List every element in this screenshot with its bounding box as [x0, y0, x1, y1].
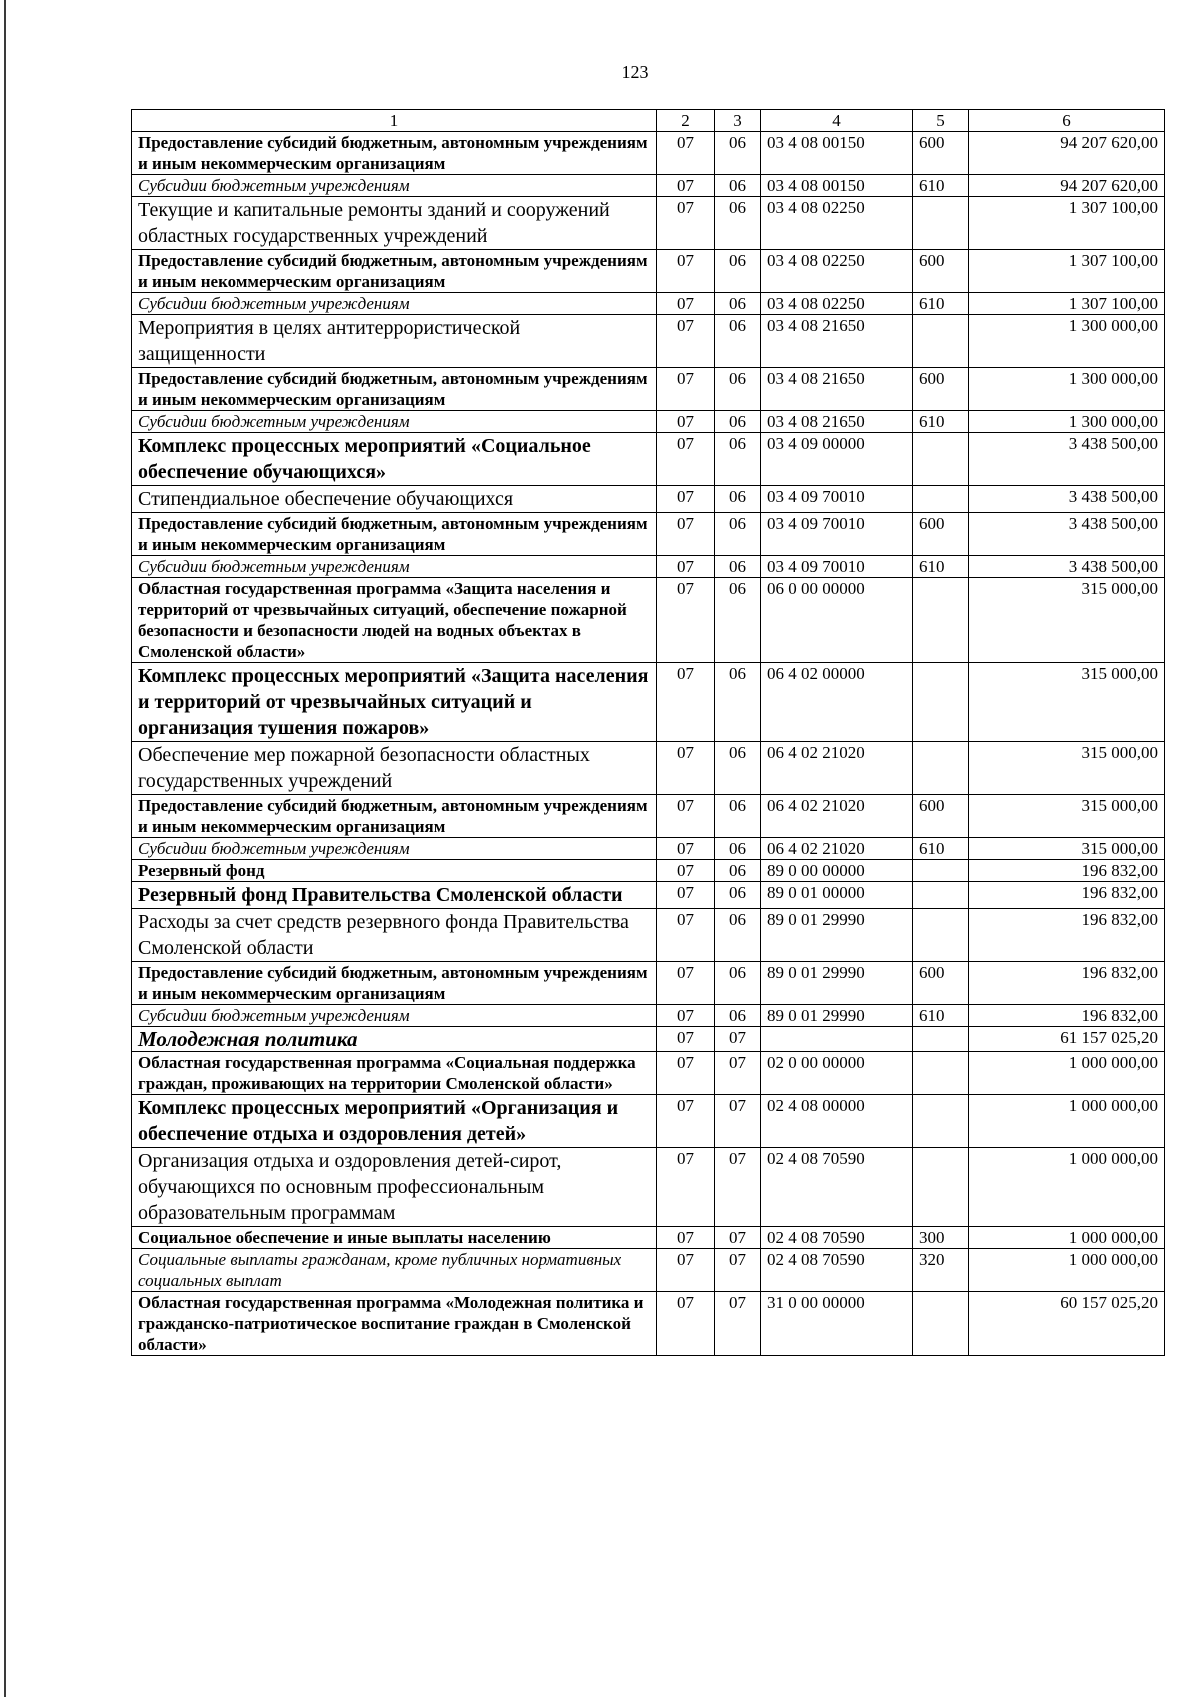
cell-expense-type: 600 [913, 513, 969, 556]
table-row [132, 742, 1165, 795]
cell-target-article: 89 0 01 29990 [761, 962, 913, 1005]
table-row [132, 860, 1165, 882]
cell-section-code: 07 [657, 1227, 715, 1249]
cell-amount: 196 832,00 [969, 962, 1165, 1005]
cell-subsection-code: 07 [715, 1148, 761, 1227]
cell-subsection-code: 06 [715, 315, 761, 368]
cell-name: Субсидии бюджетным учреждениям [132, 411, 657, 433]
cell-name: Субсидии бюджетным учреждениям [132, 838, 657, 860]
cell-name: Молодежная политика [132, 1027, 657, 1052]
table-row [132, 556, 1165, 578]
cell-section-code: 07 [657, 315, 715, 368]
cell-name: Текущие и капитальные ремонты зданий и сооружений областных государственных учреждений [132, 197, 657, 250]
table-row [132, 315, 1165, 368]
table-row [132, 795, 1165, 838]
cell-section-code: 07 [657, 962, 715, 1005]
cell-section-code: 07 [657, 250, 715, 293]
cell-target-article: 03 4 08 02250 [761, 250, 913, 293]
table-row [132, 1027, 1165, 1052]
cell-expense-type [913, 1095, 969, 1148]
cell-subsection-code: 06 [715, 368, 761, 411]
cell-subsection-code: 06 [715, 132, 761, 175]
cell-expense-type [913, 882, 969, 909]
cell-expense-type: 600 [913, 132, 969, 175]
cell-subsection-code: 06 [715, 578, 761, 663]
table-row [132, 578, 1165, 663]
cell-subsection-code: 07 [715, 1027, 761, 1052]
cell-target-article: 89 0 01 29990 [761, 909, 913, 962]
cell-amount: 1 000 000,00 [969, 1249, 1165, 1292]
cell-target-article: 02 4 08 70590 [761, 1249, 913, 1292]
cell-amount: 315 000,00 [969, 578, 1165, 663]
cell-expense-type: 610 [913, 293, 969, 315]
cell-expense-type: 600 [913, 795, 969, 838]
cell-section-code: 07 [657, 578, 715, 663]
cell-expense-type [913, 742, 969, 795]
cell-expense-type: 610 [913, 1005, 969, 1027]
cell-subsection-code: 06 [715, 486, 761, 513]
cell-name: Резервный фонд [132, 860, 657, 882]
col-header-6: 6 [969, 110, 1165, 132]
cell-name: Предоставление субсидий бюджетным, автономным учреждениям и иным некоммерческим организациям [132, 368, 657, 411]
table-row [132, 909, 1165, 962]
table-row [132, 1148, 1165, 1227]
table-row [132, 1292, 1165, 1356]
cell-name: Предоставление субсидий бюджетным, автономным учреждениям и иным некоммерческим организациям [132, 250, 657, 293]
cell-name: Субсидии бюджетным учреждениям [132, 556, 657, 578]
cell-target-article: 03 4 08 02250 [761, 197, 913, 250]
table-row [132, 433, 1165, 486]
cell-name: Предоставление субсидий бюджетным, автономным учреждениям и иным некоммерческим организациям [132, 132, 657, 175]
table-row [132, 663, 1165, 742]
cell-section-code: 07 [657, 411, 715, 433]
budget-table-body [132, 110, 1165, 1356]
cell-target-article: 03 4 09 70010 [761, 513, 913, 556]
cell-subsection-code: 06 [715, 293, 761, 315]
table-row [132, 132, 1165, 175]
cell-expense-type [913, 909, 969, 962]
cell-target-article: 03 4 08 00150 [761, 175, 913, 197]
table-row [132, 962, 1165, 1005]
cell-subsection-code: 07 [715, 1095, 761, 1148]
col-header-4: 4 [761, 110, 913, 132]
cell-target-article: 03 4 08 21650 [761, 315, 913, 368]
cell-name: Социальное обеспечение и иные выплаты населению [132, 1227, 657, 1249]
cell-subsection-code: 06 [715, 433, 761, 486]
cell-name: Предоставление субсидий бюджетным, автономным учреждениям и иным некоммерческим организациям [132, 962, 657, 1005]
table-row [132, 1249, 1165, 1292]
cell-expense-type [913, 315, 969, 368]
cell-section-code: 07 [657, 513, 715, 556]
cell-amount: 1 300 000,00 [969, 315, 1165, 368]
cell-section-code: 07 [657, 197, 715, 250]
budget-table [131, 109, 1165, 1356]
table-row [132, 411, 1165, 433]
table-row [132, 486, 1165, 513]
cell-name: Предоставление субсидий бюджетным, автономным учреждениям и иным некоммерческим организациям [132, 795, 657, 838]
cell-section-code: 07 [657, 742, 715, 795]
cell-amount: 1 000 000,00 [969, 1148, 1165, 1227]
cell-section-code: 07 [657, 1148, 715, 1227]
table-row [132, 1052, 1165, 1095]
cell-subsection-code: 06 [715, 860, 761, 882]
cell-amount: 196 832,00 [969, 909, 1165, 962]
col-header-3: 3 [715, 110, 761, 132]
table-row [132, 1005, 1165, 1027]
table-row [132, 838, 1165, 860]
cell-target-article: 06 4 02 21020 [761, 838, 913, 860]
cell-subsection-code: 06 [715, 962, 761, 1005]
cell-subsection-code: 07 [715, 1292, 761, 1356]
cell-target-article [761, 1027, 913, 1052]
cell-subsection-code: 07 [715, 1249, 761, 1292]
cell-name: Стипендиальное обеспечение обучающихся [132, 486, 657, 513]
cell-section-code: 07 [657, 175, 715, 197]
cell-name: Резервный фонд Правительства Смоленской области [132, 882, 657, 909]
cell-target-article: 06 0 00 00000 [761, 578, 913, 663]
cell-name: Обеспечение мер пожарной безопасности областных государственных учреждений [132, 742, 657, 795]
cell-amount: 3 438 500,00 [969, 486, 1165, 513]
cell-amount: 196 832,00 [969, 1005, 1165, 1027]
cell-amount: 1 300 000,00 [969, 368, 1165, 411]
cell-target-article: 02 4 08 00000 [761, 1095, 913, 1148]
cell-section-code: 07 [657, 433, 715, 486]
cell-target-article: 02 0 00 00000 [761, 1052, 913, 1095]
cell-expense-type: 320 [913, 1249, 969, 1292]
cell-amount: 315 000,00 [969, 663, 1165, 742]
table-row [132, 1095, 1165, 1148]
cell-name: Расходы за счет средств резервного фонда Правительства Смоленской области [132, 909, 657, 962]
cell-section-code: 07 [657, 838, 715, 860]
cell-section-code: 07 [657, 663, 715, 742]
cell-subsection-code: 06 [715, 250, 761, 293]
cell-section-code: 07 [657, 132, 715, 175]
cell-section-code: 07 [657, 1249, 715, 1292]
cell-amount: 1 300 000,00 [969, 411, 1165, 433]
cell-expense-type [913, 486, 969, 513]
cell-name: Социальные выплаты гражданам, кроме публичных нормативных социальных выплат [132, 1249, 657, 1292]
cell-amount: 196 832,00 [969, 860, 1165, 882]
cell-expense-type: 610 [913, 175, 969, 197]
cell-amount: 94 207 620,00 [969, 175, 1165, 197]
table-row [132, 197, 1165, 250]
cell-name: Мероприятия в целях антитеррористической защищенности [132, 315, 657, 368]
cell-target-article: 02 4 08 70590 [761, 1227, 913, 1249]
cell-expense-type [913, 1292, 969, 1356]
cell-expense-type [913, 1027, 969, 1052]
cell-target-article: 03 4 08 21650 [761, 368, 913, 411]
table-row [132, 250, 1165, 293]
cell-expense-type: 610 [913, 838, 969, 860]
cell-subsection-code: 06 [715, 742, 761, 795]
cell-expense-type: 600 [913, 250, 969, 293]
cell-amount: 3 438 500,00 [969, 513, 1165, 556]
cell-target-article: 03 4 09 00000 [761, 433, 913, 486]
table-row [132, 293, 1165, 315]
cell-subsection-code: 06 [715, 882, 761, 909]
cell-target-article: 03 4 08 02250 [761, 293, 913, 315]
cell-subsection-code: 07 [715, 1227, 761, 1249]
cell-subsection-code: 06 [715, 411, 761, 433]
cell-expense-type: 610 [913, 411, 969, 433]
cell-amount: 1 000 000,00 [969, 1095, 1165, 1148]
cell-subsection-code: 06 [715, 556, 761, 578]
cell-name: Комплекс процессных мероприятий «Организация и обеспечение отдыха и оздоровления детей» [132, 1095, 657, 1148]
cell-target-article: 89 0 00 00000 [761, 860, 913, 882]
cell-amount: 315 000,00 [969, 795, 1165, 838]
cell-name: Комплекс процессных мероприятий «Социальное обеспечение обучающихся» [132, 433, 657, 486]
cell-target-article: 06 4 02 21020 [761, 795, 913, 838]
table-row [132, 368, 1165, 411]
cell-section-code: 07 [657, 1027, 715, 1052]
cell-subsection-code: 07 [715, 1052, 761, 1095]
cell-target-article: 06 4 02 21020 [761, 742, 913, 795]
cell-name: Областная государственная программа «Защита населения и территорий от чрезвычайных ситуаций, обеспечение пожарной безопасности и безопасности людей на водных объектах в Смоленской области» [132, 578, 657, 663]
cell-subsection-code: 06 [715, 795, 761, 838]
table-row [132, 882, 1165, 909]
cell-expense-type: 300 [913, 1227, 969, 1249]
cell-amount: 315 000,00 [969, 742, 1165, 795]
cell-target-article: 06 4 02 00000 [761, 663, 913, 742]
cell-name: Комплекс процессных мероприятий «Защита населения и территорий от чрезвычайных ситуаций и организация тушения пожаров» [132, 663, 657, 742]
cell-name: Субсидии бюджетным учреждениям [132, 175, 657, 197]
cell-section-code: 07 [657, 909, 715, 962]
cell-subsection-code: 06 [715, 909, 761, 962]
cell-target-article: 89 0 01 29990 [761, 1005, 913, 1027]
col-header-5: 5 [913, 110, 969, 132]
cell-section-code: 07 [657, 882, 715, 909]
cell-subsection-code: 06 [715, 513, 761, 556]
cell-target-article: 31 0 00 00000 [761, 1292, 913, 1356]
cell-name: Областная государственная программа «Социальная поддержка граждан, проживающих на территории Смоленской области» [132, 1052, 657, 1095]
col-header-2: 2 [657, 110, 715, 132]
cell-target-article: 03 4 08 00150 [761, 132, 913, 175]
cell-section-code: 07 [657, 795, 715, 838]
cell-name: Организация отдыха и оздоровления детей-сирот, обучающихся по основным профессиональным образовательным программам [132, 1148, 657, 1227]
cell-section-code: 07 [657, 368, 715, 411]
cell-expense-type: 600 [913, 962, 969, 1005]
cell-amount: 315 000,00 [969, 838, 1165, 860]
cell-target-article: 02 4 08 70590 [761, 1148, 913, 1227]
page-number: 123 [621, 62, 649, 82]
cell-amount: 1 000 000,00 [969, 1052, 1165, 1095]
cell-subsection-code: 06 [715, 838, 761, 860]
cell-amount: 1 000 000,00 [969, 1227, 1165, 1249]
table-row [132, 1227, 1165, 1249]
column-number-row [132, 110, 1165, 132]
cell-expense-type [913, 433, 969, 486]
cell-section-code: 07 [657, 293, 715, 315]
cell-name: Предоставление субсидий бюджетным, автономным учреждениям и иным некоммерческим организациям [132, 513, 657, 556]
cell-name: Субсидии бюджетным учреждениям [132, 1005, 657, 1027]
cell-subsection-code: 06 [715, 197, 761, 250]
cell-expense-type [913, 1148, 969, 1227]
cell-subsection-code: 06 [715, 1005, 761, 1027]
cell-subsection-code: 06 [715, 175, 761, 197]
cell-expense-type [913, 663, 969, 742]
cell-expense-type [913, 860, 969, 882]
cell-section-code: 07 [657, 556, 715, 578]
cell-amount: 60 157 025,20 [969, 1292, 1165, 1356]
cell-amount: 1 307 100,00 [969, 250, 1165, 293]
cell-section-code: 07 [657, 1052, 715, 1095]
cell-section-code: 07 [657, 1292, 715, 1356]
cell-target-article: 89 0 01 00000 [761, 882, 913, 909]
cell-amount: 94 207 620,00 [969, 132, 1165, 175]
cell-expense-type [913, 1052, 969, 1095]
cell-amount: 3 438 500,00 [969, 556, 1165, 578]
cell-amount: 1 307 100,00 [969, 197, 1165, 250]
cell-amount: 1 307 100,00 [969, 293, 1165, 315]
cell-section-code: 07 [657, 486, 715, 513]
table-row [132, 175, 1165, 197]
cell-name: Субсидии бюджетным учреждениям [132, 293, 657, 315]
cell-target-article: 03 4 09 70010 [761, 556, 913, 578]
cell-target-article: 03 4 08 21650 [761, 411, 913, 433]
table-row [132, 513, 1165, 556]
cell-amount: 3 438 500,00 [969, 433, 1165, 486]
cell-expense-type [913, 197, 969, 250]
cell-section-code: 07 [657, 1005, 715, 1027]
cell-expense-type: 610 [913, 556, 969, 578]
cell-name: Областная государственная программа «Молодежная политика и гражданско-патриотическое воспитание граждан в Смоленской области» [132, 1292, 657, 1356]
col-header-1: 1 [132, 110, 657, 132]
cell-section-code: 07 [657, 860, 715, 882]
cell-subsection-code: 06 [715, 663, 761, 742]
cell-amount: 61 157 025,20 [969, 1027, 1165, 1052]
cell-target-article: 03 4 09 70010 [761, 486, 913, 513]
cell-section-code: 07 [657, 1095, 715, 1148]
scan-left-edge [4, 0, 6, 1697]
cell-amount: 196 832,00 [969, 882, 1165, 909]
cell-expense-type [913, 578, 969, 663]
cell-expense-type: 600 [913, 368, 969, 411]
